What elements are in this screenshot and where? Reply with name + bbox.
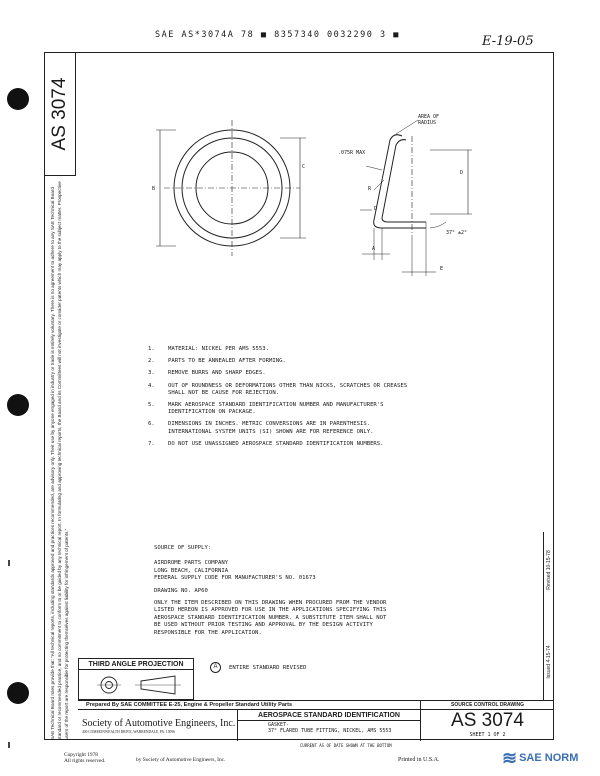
title-cell [238, 710, 420, 741]
projection-symbol [79, 670, 193, 699]
gasket-drawing [150, 110, 500, 280]
handwritten-date: E-19-05 [482, 34, 534, 49]
side-profile-outer [374, 135, 426, 228]
source-company: AIRDROME PARTS COMPANY LONG BEACH, CALIFORNIA FEDERAL SUPPLY CODE FOR MANUFACTURER'S NO. 01673 [154, 560, 316, 582]
issue-revision-strip [543, 532, 554, 700]
revision-symbol: A [210, 662, 221, 673]
angle-label: 37° ±2° [446, 230, 468, 236]
sheet-number: SHEET 1 OF 2 [469, 732, 506, 738]
third-angle-title: THIRD ANGLE PROJECTION [79, 659, 193, 670]
dimension-d-right: D [460, 170, 464, 176]
note-item: 6. DIMENSIONS IN INCHES. METRIC CONVERSIONS ARE IN PARENTHESIS. INTERNATIONAL SYSTEM UNITS (SI) SHOWN ARE FOR REFERENCE ONLY. [148, 421, 374, 435]
margin-tick [8, 742, 10, 748]
side-identification-box [44, 52, 76, 176]
issued-date: Issued 4-15-74 [546, 645, 552, 679]
dimension-e-label: E [440, 266, 444, 272]
side-standard-number: AS 3074 [49, 77, 70, 151]
note-item: 2. PARTS TO BE ANNEALED AFTER FORMING. [148, 358, 286, 365]
printed-in: Printed in U.S.A. [398, 757, 440, 763]
note-item: 5. MARK AEROSPACE STANDARD IDENTIFICATION NUMBER AND MANUFACTURER'S IDENTIFICATION ON PACKAGE. [148, 402, 384, 416]
note-item: 7. DO NOT USE UNASSIGNED AEROSPACE STANDARD IDENTIFICATION NUMBERS. [148, 440, 384, 447]
source-of-supply [154, 545, 514, 637]
thickness-label: .075R MAX [338, 150, 366, 156]
notes-list [148, 346, 528, 453]
revision-note [210, 662, 306, 673]
dimension-c-label: C [302, 164, 306, 170]
note-item: 4. OUT OF ROUNDNESS OR DEFORMATIONS OTHER THAN NICKS, SCRATCHES OR CREASES SHALL NOT BE CAUSE FOR REJECTION. [148, 382, 408, 396]
source-drawing-no: DRAWING NO. AP60 [154, 587, 208, 594]
document-code-line: SAE AS*3074A 78 ■ 8357340 0032290 3 ■ [155, 30, 400, 40]
punch-hole-top [7, 88, 29, 110]
dimension-r-label: R [368, 186, 372, 192]
punch-hole-bottom [7, 682, 29, 704]
margin-tick [8, 560, 10, 566]
third-angle-projection-box [78, 658, 194, 700]
watermark-logo: ≋ SAE NORM [502, 748, 579, 768]
sae-logo-icon: ≋ [502, 748, 518, 768]
society-name: Society of Automotive Engineers, Inc. [82, 718, 236, 729]
note-item: 1. MATERIAL: NICKEL PER AMS 5553. [148, 346, 270, 352]
side-profile-inner [382, 140, 426, 222]
society-address: 400 COMMONWEALTH DRIVE, WARRENDALE, PA. 15096 [82, 730, 175, 734]
source-heading: SOURCE OF SUPPLY: [154, 545, 212, 551]
punch-hole-middle [7, 394, 29, 416]
dimension-b-left: B [152, 186, 156, 192]
aerospace-std-label: AEROSPACE STANDARD IDENTIFICATION [238, 710, 420, 721]
revision-text: ENTIRE STANDARD REVISED [229, 664, 307, 671]
source-control-label: SOURCE CONTROL DRAWING [420, 701, 554, 710]
note-item: 3. REMOVE BURRS AND SHARP EDGES. [148, 370, 266, 377]
part-title: GASKET- 37° FLARED TUBE FITTING, NICKEL, AMS 5553 [268, 722, 392, 734]
footer-small-note: CURRENT AS OF DATE SHOWN AT THE BOTTOM [300, 743, 392, 748]
side-disclaimer: SAE Technical Board rules provide that: "All technical reports, including standards approved and practices recommended, are advisory only. Their use by anyone engaged in industry or trade is entirely voluntary. There is no agreement to adhere to any SAE Technical Board standard or recommended practice, and no commitment to conform to or be guided by any technical report. In formulating and approving technical reports, the Board and its Committees will not investigate or consider patents which may apply to the subject matter. Prospective users of the report are responsible for protecting themselves against liability for infringement of patents." [49, 181, 69, 740]
area-of-radius-label: AREA OF RADIUS [418, 114, 440, 126]
standard-number-cell [420, 710, 554, 741]
copyright-holder: by Society of Automotive Engineers, Inc. [136, 757, 226, 763]
sae-society-cell [78, 710, 238, 741]
technical-drawing [150, 110, 500, 284]
source-statement: ONLY THE ITEM DESCRIBED ON THIS DRAWING WHEN PROCURED FROM THE VENDOR LISTED HEREON IS APPROVED FOR USE IN THE APPLICATIONS SPECIFYING THIS AEROSPACE STANDARD IDENTIFICATION NUMBER. A SUBSTITUTE ITEM SHALL NOT BE USED WITHOUT PRIOR TESTING AND APPROVAL BY THE DESIGN ACTIVITY RESPONSIBLE FOR THE APPLICATION. [154, 600, 387, 636]
prepared-by: Prepared By SAE COMMITTEE E-25, Engine & Propeller Standard Utility Parts [78, 701, 420, 710]
rights-text: All rights reserved. [64, 758, 106, 765]
revised-date: Revised 10-15-78 [546, 550, 552, 590]
title-block [78, 700, 554, 740]
dimension-a-label: A [372, 246, 376, 252]
copyright-line: Copyright 1978 All rights reserved. [64, 752, 106, 765]
standard-number: AS 3074 [451, 710, 524, 731]
dimension-d-left: D [374, 206, 378, 212]
